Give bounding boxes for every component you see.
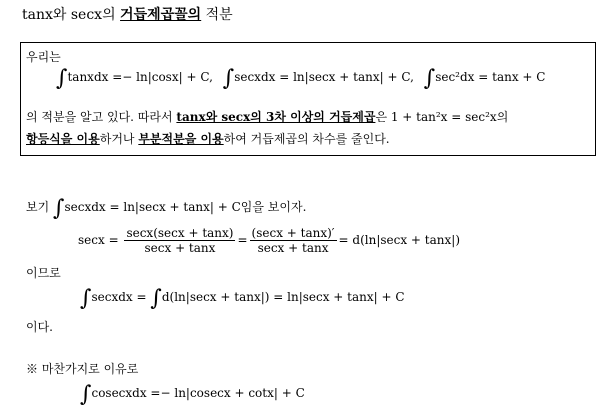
- integral-sign: ∫: [53, 196, 65, 221]
- fraction-2-num: (secx + tanx)′: [251, 226, 335, 240]
- box-line4-c: 부분적분을 이용: [138, 132, 224, 146]
- integral-sign: ∫: [80, 286, 92, 311]
- fraction-1-num: secx(secx + tanx): [126, 226, 234, 240]
- result-line: [80, 286, 405, 311]
- equals-sign: =: [237, 233, 248, 247]
- box-line4-b: 하거나: [99, 132, 139, 146]
- box-line3-c: 은 1 + tan²x = sec²x의: [375, 110, 509, 124]
- cosec-line: [80, 382, 305, 407]
- integral-sign: ∫: [222, 66, 235, 91]
- integral-sign: ∫: [150, 286, 162, 311]
- result-mid: secxdx =: [91, 290, 147, 304]
- fraction-2: [250, 226, 337, 255]
- result-end: d(ln|secx + tanx|) = ln|secx + tanx| + C: [161, 290, 405, 304]
- fraction-2-den: secx + tanx: [257, 241, 329, 255]
- derivation-lhs: secx =: [78, 233, 119, 247]
- title-suffix: 적분: [201, 7, 233, 23]
- formula-sec2: sec²dx = tanx + C: [435, 70, 546, 84]
- box-formula-line: [56, 66, 545, 91]
- title-prefix: tanx와 secx의: [22, 7, 121, 23]
- example-suffix: 임을 보이자.: [240, 200, 307, 214]
- box-line3-a: 의 적분을 알고 있다. 따라서: [26, 110, 177, 124]
- note-text: ※ 마찬가지로 이유로: [26, 362, 139, 376]
- example-formula: secxdx = ln|secx + tanx| + C: [64, 200, 241, 214]
- integral-sign: ∫: [423, 66, 436, 91]
- formula-tan: tanxdx =− ln|cosx| + C,: [67, 70, 213, 84]
- integral-sign: ∫: [56, 66, 68, 91]
- derivation-rhs: = d(ln|secx + tanx|): [338, 233, 461, 247]
- title-bold: 거듭제곱꼴의: [120, 7, 202, 23]
- is-text: 이다.: [26, 320, 53, 334]
- therefore-text: 이므로: [26, 266, 61, 280]
- box-line4: [26, 130, 390, 147]
- integral-sign: ∫: [80, 382, 92, 407]
- example-prefix: 보기: [26, 200, 50, 214]
- fraction-1: [124, 226, 235, 255]
- box-line3: [26, 108, 508, 125]
- box-intro: 우리는: [26, 50, 61, 64]
- page-title: [22, 4, 233, 24]
- box-line4-a: 항등식을 이용: [26, 132, 100, 146]
- box-line4-d: 하여 거듭제곱의 차수를 줄인다.: [223, 132, 390, 146]
- example-line: [26, 196, 306, 221]
- fraction-1-den: secx + tanx: [144, 241, 216, 255]
- box-line3-b: tanx와 secx의 3차 이상의 거듭제곱: [176, 110, 376, 124]
- derivation-line: [78, 226, 460, 255]
- formula-sec: secxdx = ln|secx + tanx| + C,: [234, 70, 414, 84]
- cosec-formula: cosecxdx =− ln|cosecx + cotx| + C: [91, 386, 305, 400]
